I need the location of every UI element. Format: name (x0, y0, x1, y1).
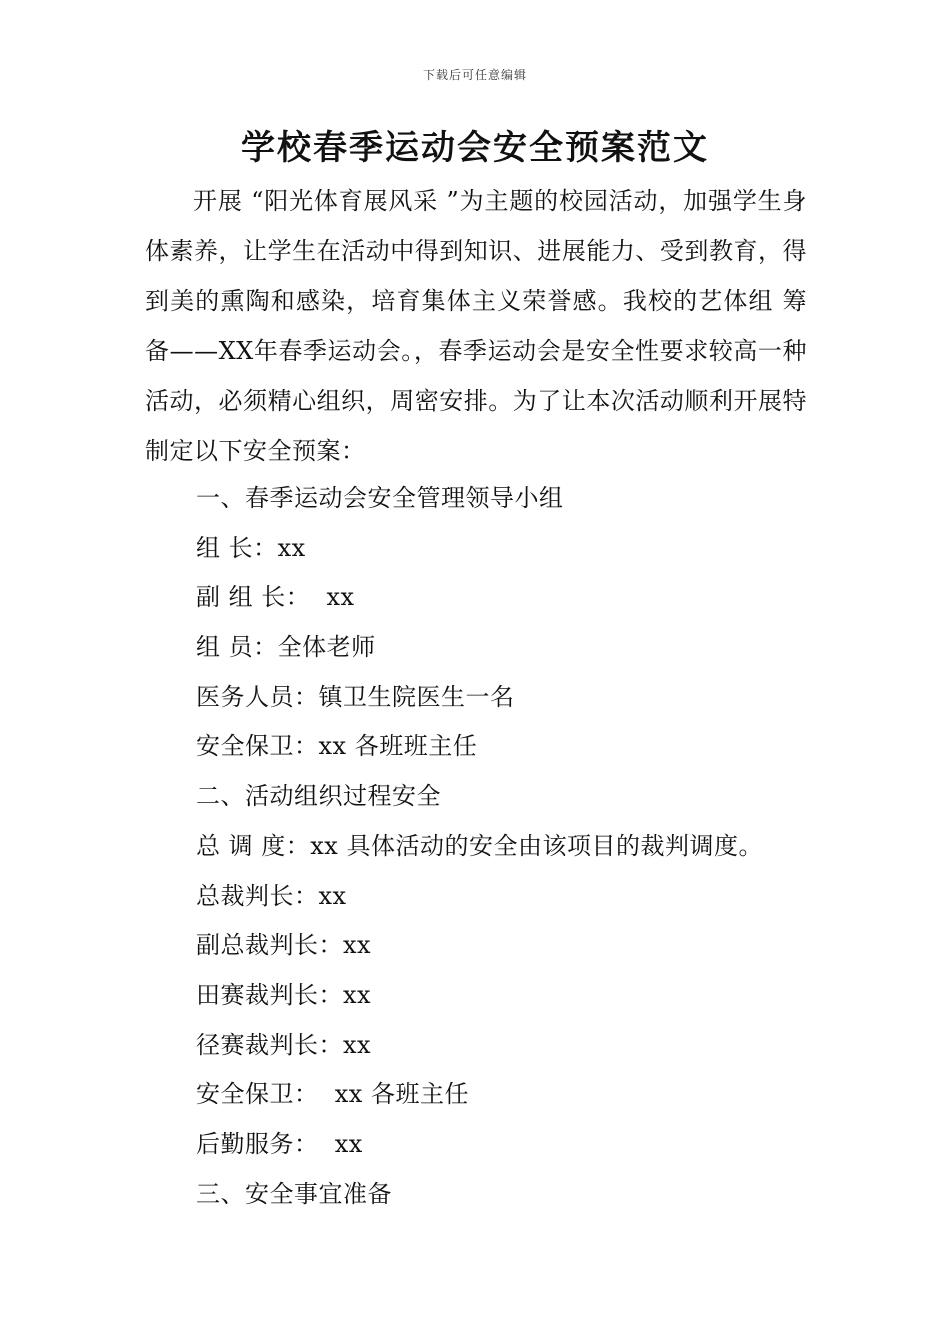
text-line: 安全保卫： xx 各班主任 (196, 1080, 469, 1109)
section-heading-process-safety: 二、活动组织过程安全 (196, 782, 441, 811)
text-line: 副总裁判长：xx (196, 931, 372, 960)
text-line: 组 员：全体老师 (196, 633, 376, 662)
section-heading-leadership: 一、春季运动会安全管理领导小组 (196, 484, 564, 512)
text-line: 后勤服务： xx (196, 1129, 363, 1158)
text-line: 副 组 长： xx (196, 583, 355, 612)
page-header-note: 下载后可任意编辑 (422, 68, 527, 82)
section-heading-safety-prep: 三、安全事宜准备 (196, 1179, 392, 1208)
document-title: 学校春季运动会安全预案范文 (241, 128, 709, 168)
text-line: 组 长：xx (196, 533, 306, 562)
text-line: 医务人员：镇卫生院医生一名 (196, 682, 515, 711)
intro-paragraph: 开展 “阳光体育展风采 ”为主题的校园活动，加强学生身体素养，让学生在活动中得到知识、进展能力、受到教育，得到美的熏陶和感染，培育集体主义荣誉感。我校的艺体组 筹备——XX年春季运动会。，春季运动会是安全性要求较高一种活动，必须精心组织，周密安排。为了让本次活动顺利开展特制定以下安全预案： (145, 187, 807, 465)
text-line: 田赛裁判长：xx (196, 980, 372, 1009)
text-line: 总裁判长：xx (196, 881, 347, 910)
text-line: 安全保卫：xx 各班班主任 (196, 732, 478, 761)
text-line: 径赛裁判长：xx (196, 1030, 372, 1059)
text-line: 总 调 度：xx 具体活动的安全由该项目的裁判调度。 (196, 831, 763, 860)
plan-body (196, 474, 816, 1219)
